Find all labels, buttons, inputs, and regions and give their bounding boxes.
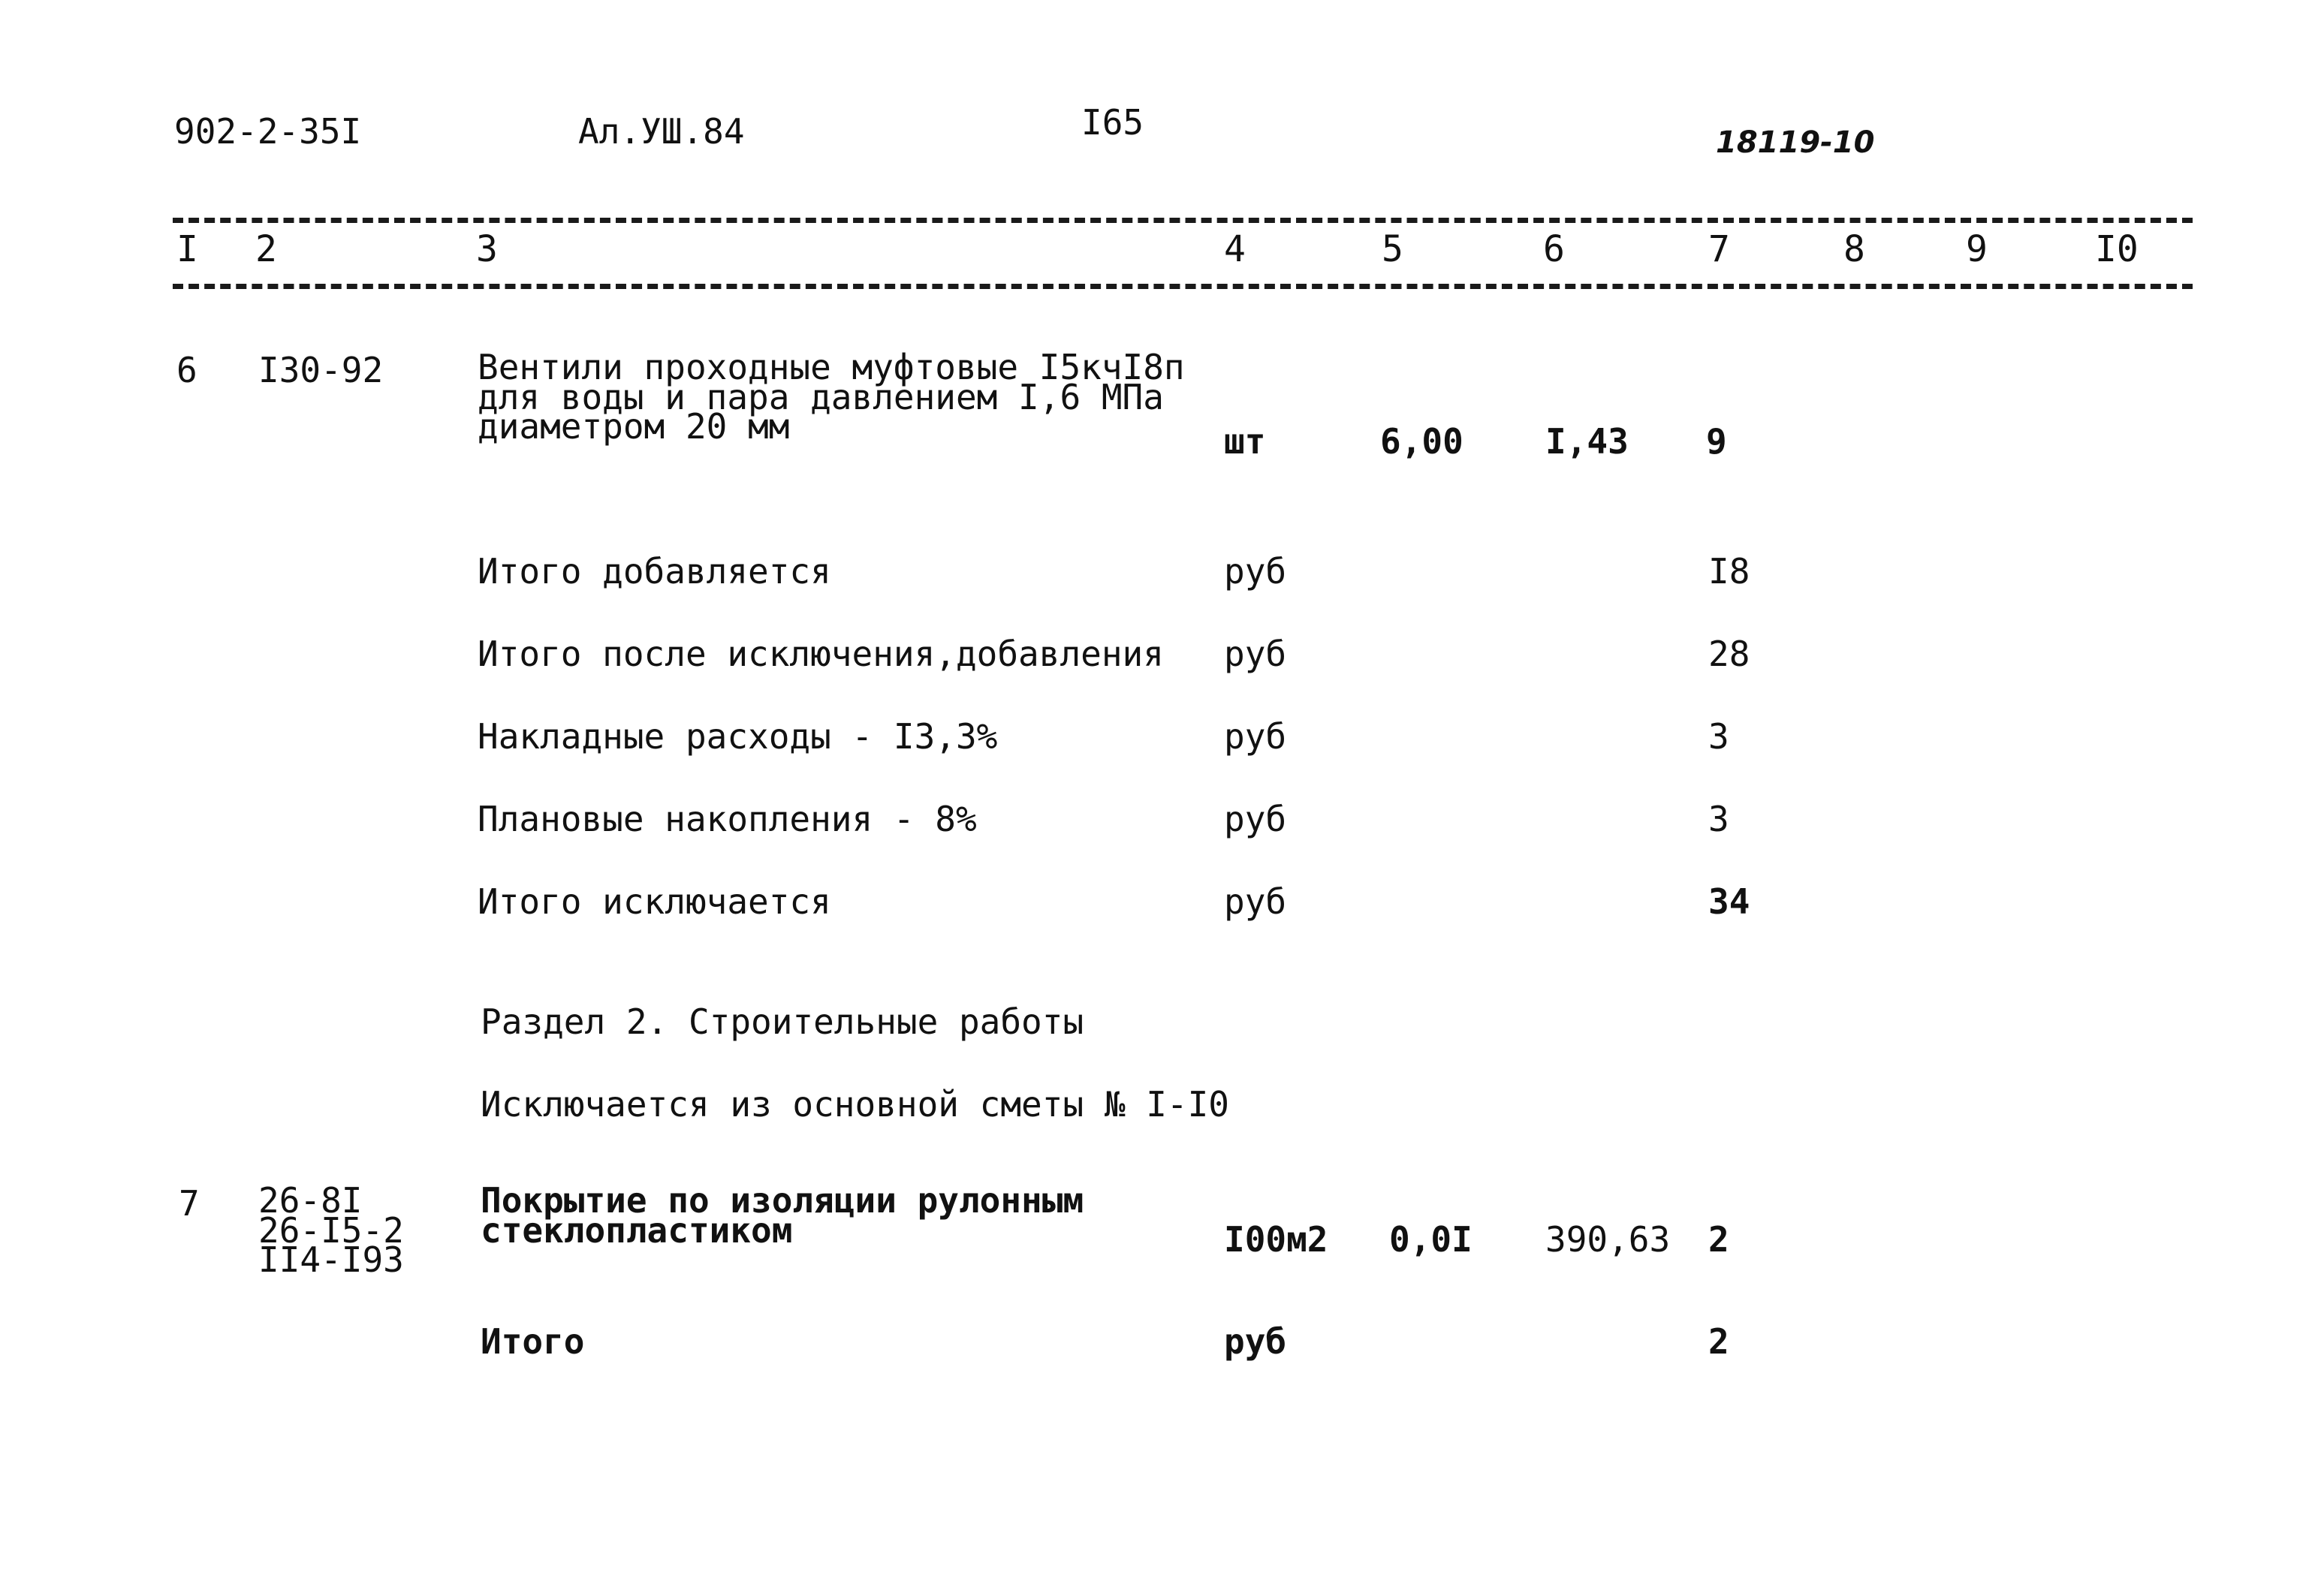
summary-unit-excluded: руб	[1224, 881, 1287, 922]
column-header-2: 2	[255, 228, 277, 270]
row-7-total: 2	[1708, 1219, 1729, 1260]
top-divider	[173, 218, 2193, 223]
row-6-description: Вентили проходные муфтовые I5кчI8п для воды и пара давлением I,6 МПа диаметром 20 мм	[478, 347, 1185, 447]
row-6-quantity: 6,00	[1380, 421, 1463, 462]
column-header-4: 4	[1224, 228, 1246, 270]
row-7-unit: I00м2	[1224, 1219, 1328, 1260]
row-7-number: 7	[179, 1183, 200, 1224]
section-subtitle: Исключается из основной сметы № I-I0	[481, 1084, 1229, 1125]
row-7-quantity: 0,0I	[1389, 1219, 1473, 1260]
row-7-price: 390,63	[1545, 1219, 1671, 1260]
summary-label-added: Итого добавляется	[478, 551, 831, 592]
row-7-description: Покрытие по изоляции рулонным стеклопластиком	[481, 1180, 1084, 1251]
total-label: Итого	[481, 1321, 585, 1362]
summary-unit-added: руб	[1224, 551, 1287, 592]
column-header-7: 7	[1708, 228, 1730, 270]
summary-value-excluded: 34	[1708, 881, 1750, 922]
summary-label-overhead: Накладные расходы - I3,3%	[478, 716, 998, 757]
row-6-number: 6	[176, 350, 197, 390]
summary-value-planned: 3	[1708, 799, 1729, 839]
summary-unit-planned: руб	[1224, 799, 1287, 839]
row-7-codes: 26-8I 26-I5-2 II4-I93	[258, 1180, 404, 1281]
album-reference: Ал.УШ.84	[578, 111, 745, 152]
column-header-3: 3	[476, 228, 498, 270]
summary-label-after: Итого после исключения,добавления	[478, 634, 1164, 674]
row-6-code: I30-92	[258, 350, 384, 390]
column-header-6: 6	[1543, 228, 1565, 270]
row-6-price: I,43	[1545, 421, 1629, 462]
header-divider	[173, 284, 2193, 289]
summary-unit-overhead: руб	[1224, 716, 1287, 757]
summary-label-excluded: Итого исключается	[478, 881, 831, 922]
document-code: 902-2-35I	[174, 111, 362, 152]
summary-unit-after: руб	[1224, 634, 1287, 674]
page-number: I65	[1081, 102, 1144, 143]
row-6-total: 9	[1706, 421, 1727, 462]
total-value: 2	[1708, 1321, 1729, 1362]
row-6-unit: шт	[1224, 421, 1266, 462]
column-header-10: I0	[2095, 228, 2139, 270]
column-header-1: I	[176, 228, 198, 270]
column-header-5: 5	[1382, 228, 1403, 270]
summary-label-planned: Плановые накопления - 8%	[478, 799, 977, 839]
summary-value-overhead: 3	[1708, 716, 1729, 757]
section-title: Раздел 2. Строительные работы	[481, 1001, 1084, 1042]
archive-number: 18119-10	[1716, 125, 1875, 160]
column-header-8: 8	[1843, 228, 1865, 270]
summary-value-added: I8	[1708, 551, 1750, 592]
summary-value-after: 28	[1708, 634, 1750, 674]
column-header-9: 9	[1966, 228, 1988, 270]
total-unit: руб	[1224, 1321, 1287, 1362]
